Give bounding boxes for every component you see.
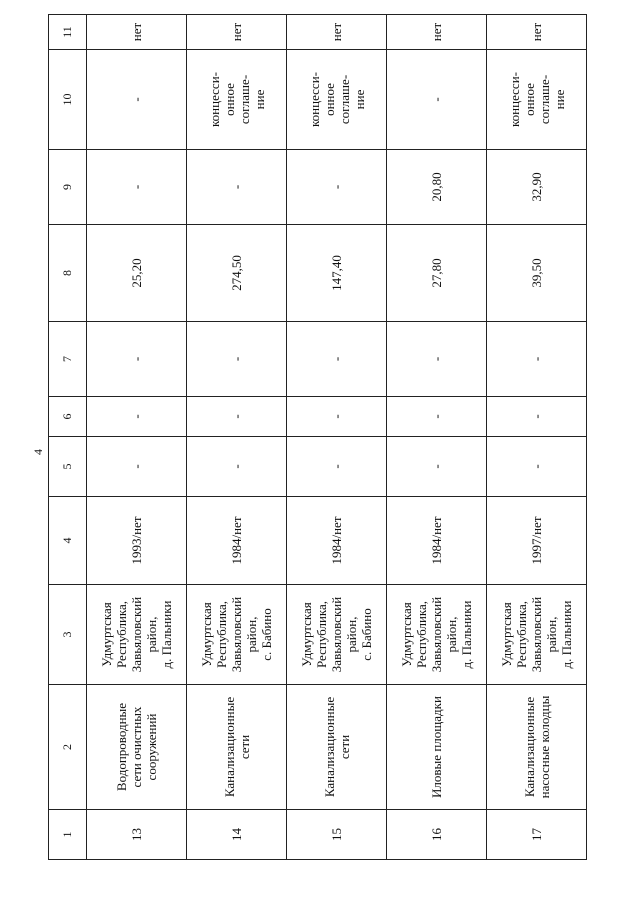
table-row bbox=[487, 15, 587, 860]
header-cell: 4 bbox=[49, 497, 87, 585]
col11-cell: нет bbox=[87, 15, 187, 50]
col8-cell: 39,50 bbox=[487, 225, 587, 322]
object-name-cell: Канализационные сети bbox=[287, 685, 387, 810]
row-number-cell: 14 bbox=[187, 810, 287, 860]
col6-cell: - bbox=[187, 397, 287, 437]
header-cell: 1 bbox=[49, 810, 87, 860]
year-cell: 1984/нет bbox=[387, 497, 487, 585]
header-cell: 11 bbox=[49, 15, 87, 50]
col10-cell: концесси- онное соглаше- ние bbox=[187, 50, 287, 150]
table-header-row bbox=[49, 15, 87, 860]
row-number-cell: 13 bbox=[87, 810, 187, 860]
col9-cell: - bbox=[187, 150, 287, 225]
col5-cell: - bbox=[187, 437, 287, 497]
col9-cell: - bbox=[287, 150, 387, 225]
rotated-table-wrapper bbox=[48, 15, 573, 860]
header-cell: 3 bbox=[49, 585, 87, 685]
table-row bbox=[187, 15, 287, 860]
object-name-cell: Водопроводные сети очистных сооружений bbox=[87, 685, 187, 810]
col10-cell: - bbox=[87, 50, 187, 150]
col10-cell: концесси- онное соглаше- ние bbox=[287, 50, 387, 150]
col7-cell: - bbox=[187, 322, 287, 397]
location-cell: Удмуртская Республика, Завьяловский район, с. Бабино bbox=[187, 585, 287, 685]
col9-cell: 32,90 bbox=[487, 150, 587, 225]
header-cell: 5 bbox=[49, 437, 87, 497]
header-cell: 6 bbox=[49, 397, 87, 437]
header-cell: 7 bbox=[49, 322, 87, 397]
col8-cell: 274,50 bbox=[187, 225, 287, 322]
col7-cell: - bbox=[487, 322, 587, 397]
col6-cell: - bbox=[87, 397, 187, 437]
table-row bbox=[87, 15, 187, 860]
col11-cell: нет bbox=[187, 15, 287, 50]
property-register-table bbox=[48, 14, 587, 860]
col9-cell: 20,80 bbox=[387, 150, 487, 225]
location-cell: Удмуртская Республика, Завьяловский район, д. Пальники bbox=[387, 585, 487, 685]
col6-cell: - bbox=[287, 397, 387, 437]
col11-cell: нет bbox=[387, 15, 487, 50]
table-row bbox=[387, 15, 487, 860]
object-name-cell: Иловые площадки bbox=[387, 685, 487, 810]
header-cell: 8 bbox=[49, 225, 87, 322]
col6-cell: - bbox=[387, 397, 487, 437]
col5-cell: - bbox=[487, 437, 587, 497]
year-cell: 1997/нет bbox=[487, 497, 587, 585]
col7-cell: - bbox=[387, 322, 487, 397]
header-cell: 10 bbox=[49, 50, 87, 150]
table-row bbox=[287, 15, 387, 860]
col6-cell: - bbox=[487, 397, 587, 437]
header-cell: 9 bbox=[49, 150, 87, 225]
year-cell: 1984/нет bbox=[187, 497, 287, 585]
col5-cell: - bbox=[87, 437, 187, 497]
col7-cell: - bbox=[287, 322, 387, 397]
object-name-cell: Канализационные насосные колодцы bbox=[487, 685, 587, 810]
location-cell: Удмуртская Республика, Завьяловский район, д. Пальники bbox=[487, 585, 587, 685]
row-number-cell: 16 bbox=[387, 810, 487, 860]
location-cell: Удмуртская Республика, Завьяловский район, с. Бабино bbox=[287, 585, 387, 685]
col8-cell: 27,80 bbox=[387, 225, 487, 322]
col5-cell: - bbox=[287, 437, 387, 497]
row-number-cell: 17 bbox=[487, 810, 587, 860]
col9-cell: - bbox=[87, 150, 187, 225]
location-cell: Удмуртская Республика, Завьяловский район, д. Пальники bbox=[87, 585, 187, 685]
col8-cell: 25,20 bbox=[87, 225, 187, 322]
col11-cell: нет bbox=[287, 15, 387, 50]
header-cell: 2 bbox=[49, 685, 87, 810]
object-name-cell: Канализационные сети bbox=[187, 685, 287, 810]
col7-cell: - bbox=[87, 322, 187, 397]
year-cell: 1993/нет bbox=[87, 497, 187, 585]
page-number: 4 bbox=[31, 449, 45, 455]
row-number-cell: 15 bbox=[287, 810, 387, 860]
year-cell: 1984/нет bbox=[287, 497, 387, 585]
col5-cell: - bbox=[387, 437, 487, 497]
col11-cell: нет bbox=[487, 15, 587, 50]
col10-cell: концесси- онное соглаше- ние bbox=[487, 50, 587, 150]
col10-cell: - bbox=[387, 50, 487, 150]
col8-cell: 147,40 bbox=[287, 225, 387, 322]
